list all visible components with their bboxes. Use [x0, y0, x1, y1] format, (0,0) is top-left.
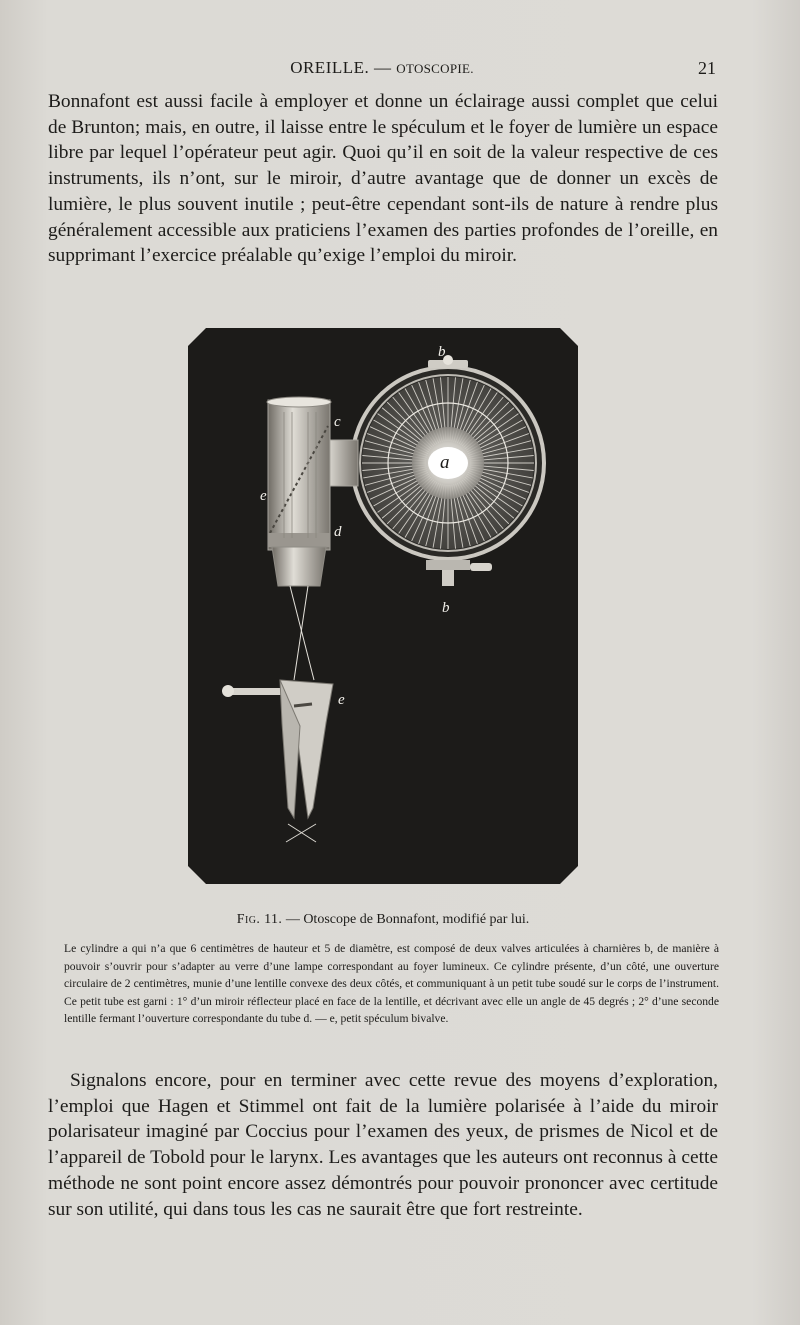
figure-title: — Otoscope de Bonnafont, modifié par lui. [285, 912, 530, 927]
figure-label-b-bottom: b [442, 600, 450, 616]
figure-label-d: d [334, 524, 342, 540]
running-title [48, 58, 716, 78]
figure-label-e-lower: e [338, 692, 345, 708]
running-title-sub: OTOSCOPIE. [396, 61, 474, 76]
page-number: 21 [698, 58, 716, 78]
figure-label-b-top: b [438, 344, 446, 360]
speculum-tube [267, 397, 331, 586]
figure-caption [48, 912, 718, 928]
paragraph-polarized-light: Signalons encore, pour en terminer avec cette revue des moyens d’exploration, l’emploi que Hagen et Stimmel ont fait de la lumière polarisée à l’aide du miroir polarisateur imaginé par Coccius pour l’examen des yeux, de prismes de Nicol et de l’appareil de Tobold pour le larynx. Les avantages que les auteurs ont reconnus à cette méthode ne sont point encore assez démontrés pour pouvoir prononcer avec certitude sur son utilité, qui dans tous les cas ne saurait être que fort restreinte. [48, 1070, 718, 1220]
figure-label-a: a [440, 452, 450, 473]
figure-number: Fig. 11. [236, 912, 283, 927]
otoscope-illustration [188, 328, 578, 884]
figure-legend: Le cylindre a qui n’a que 6 centimètres de hauteur et 5 de diamètre, est composé de deux valves articulées à charnières b, de manière à pouvoir s’ouvrir pour s’adapter au verre d’une lampe correspondant au foyer lumineux. Ce cylindre présente, d’un côté, une ouverture circulaire de 2 centimètres, munie d’une lentille convexe des deux côtés, et communiquant à un petit tube soudé sur le corps de l’instrument. Ce petit tube est garni : 1° d’un miroir réflecteur placé en face de la lentille, et décrivant avec elle un angle de 45 degrés ; 2° d’une seconde lentille fermant l’ouverture correspondante du tube d. — e, petit spéculum bivalve. [64, 942, 719, 1026]
figure-label-c: c [334, 414, 341, 430]
running-title-main: OREILLE. — [290, 58, 392, 77]
figure-label-e-upper: e [260, 488, 267, 504]
otoscope-engraving [188, 328, 578, 884]
running-header [48, 58, 716, 82]
paragraph-continued: Bonnafont est aussi facile à employer et donne un éclairage aussi complet que celui de Brunton; mais, en outre, il laisse entre le spéculum et le foyer de lumière un espace libre par lequel l’opérateur peut agir. Quoi qu’il en soit de la valeur respective de ces instruments, ils n’ont, sur le miroir, d’autre avantage que de donner un excès de lumière, le plus souvent inutile ; peut-être cependant sont-ils de nature à rendre plus généralement accessible aux praticiens l’examen des parties profondes de l’oreille, en supprimant l’exercice préalable qu’exige l’emploi du miroir. [48, 91, 718, 267]
